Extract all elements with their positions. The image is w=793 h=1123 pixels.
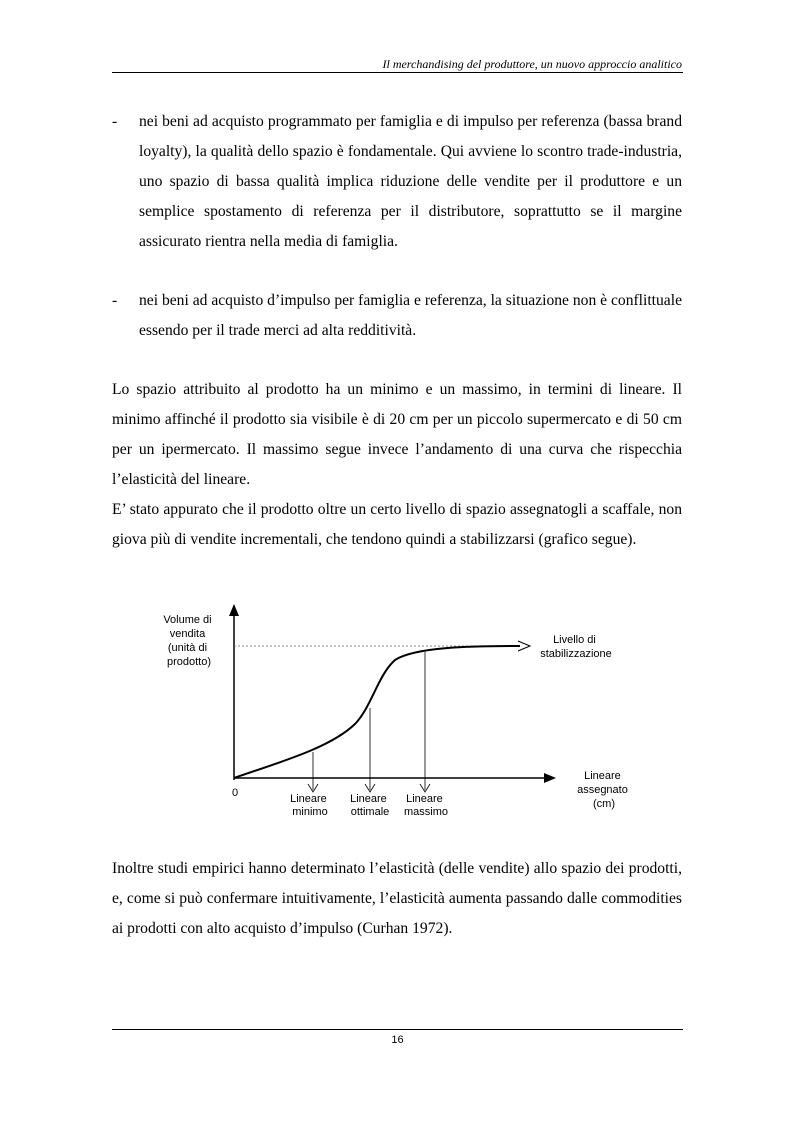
origin-label: 0: [231, 787, 239, 799]
plateau-label-line: stabilizzazione: [540, 648, 612, 660]
marker-label-minimo: [290, 793, 330, 818]
y-axis-label-line: prodotto): [166, 656, 212, 668]
footer-rule: [112, 1029, 683, 1030]
paragraph-2: E’ stato appurato che il prodotto oltre un certo livello di spazio assegnatogli a scaffale, non giova più di vendite incrementali, che tendono quindi a stabilizzarsi (grafico segue).: [112, 501, 682, 548]
y-axis-label-line: (unità di: [167, 642, 208, 654]
marker-label-line: Lineare: [406, 793, 443, 805]
page-number: 16: [391, 1034, 404, 1046]
marker-label-line: Lineare: [350, 793, 387, 805]
marker-label-ottimale: [350, 793, 390, 818]
bullet-dash: -: [112, 292, 118, 309]
marker-label-line: massimo: [403, 806, 449, 818]
marker-label-line: Lineare: [290, 793, 327, 805]
marker-label-line: ottimale: [350, 806, 390, 818]
plateau-label-line: Livello di: [553, 634, 596, 646]
sales-curve: [234, 646, 520, 778]
y-axis-label: [163, 614, 214, 668]
paragraph-3: Inoltre studi empirici hanno determinato l’elasticità (delle vendite) allo spazio dei prodotti, e, come si può confermare intuitivamente, l’elasticità aumenta passando dalle commodities ai prodotti con alto acquisto d’impulso (Curhan 1972).: [112, 860, 682, 937]
paragraph-1: Lo spazio attribuito al prodotto ha un minimo e un massimo, in termini di lineare. Il minimo affinché il prodotto sia visibile è di 20 cm per un piccolo supermercato e di 50 cm per un ipermercato. Il massimo segue invece l’andamento di una curva che rispecchia l’elasticità del lineare.: [112, 381, 682, 488]
x-axis-arrow: [544, 773, 556, 783]
y-axis-label-line: vendita: [169, 628, 206, 640]
marker-label-massimo: [404, 793, 448, 818]
running-head: Il merchandising del produttore, un nuovo approccio analitico: [382, 57, 682, 71]
bullet-text: nei beni ad acquisto programmato per famiglia e di impulso per referenza (bassa brand loyalty), la qualità dello spazio è fondamentale. Qui avviene lo scontro trade-industria, uno spazio di bassa qualità implica riduzione delle vendite per il produttore e un semplice spostamento di referenza per il distributore, soprattutto se il margine assicurato rientra nella media di famiglia.: [139, 113, 682, 250]
bullet-text: nei beni ad acquisto d’impulso per famiglia e referenza, la situazione non è conflittuale essendo per il trade merci ad alta redditività.: [139, 292, 682, 339]
x-axis-label-line: assegnato: [577, 784, 628, 796]
bullet-dash: -: [112, 113, 118, 130]
x-axis-label: [577, 770, 631, 810]
plateau-label: [540, 634, 612, 660]
x-axis-label-line: Lineare: [584, 770, 621, 782]
y-axis-arrow: [229, 604, 239, 616]
x-axis-label-line: (cm): [593, 798, 615, 810]
y-axis-label-line: Volume di: [163, 614, 212, 626]
marker-label-line: minimo: [292, 806, 328, 818]
